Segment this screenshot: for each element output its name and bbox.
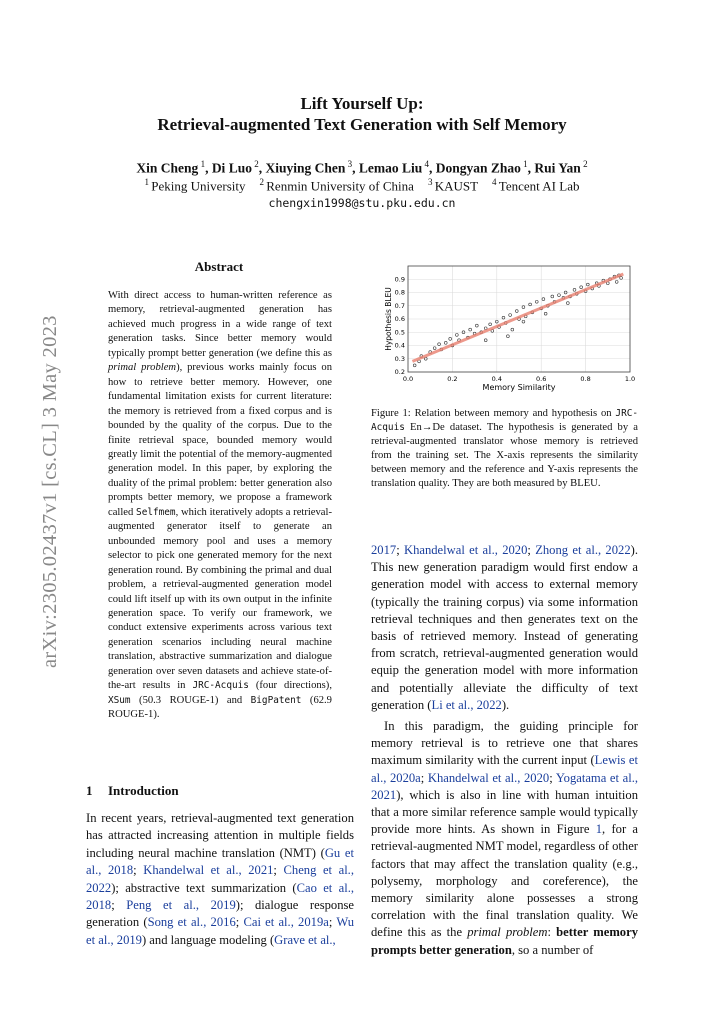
data-point (542, 298, 545, 301)
data-point (558, 294, 561, 297)
affiliation-list (0, 177, 724, 194)
data-point (586, 283, 589, 286)
emphasis-text: primal problem (467, 925, 548, 940)
citation-link[interactable]: Grave et al., (274, 932, 336, 947)
data-point (522, 320, 525, 323)
section-number: 1 (86, 783, 93, 798)
scatter-plot (382, 260, 634, 394)
citation-link[interactable]: Song et al., 2016 (147, 915, 236, 930)
data-point (475, 324, 478, 327)
body-text: In recent years, retrieval-augmented text generation has attracted increasing attention in multiple fields including neural machine translation (NMT) ( (86, 811, 354, 860)
body-text: ; (396, 543, 404, 557)
data-point (620, 277, 623, 280)
data-point (566, 302, 569, 305)
data-point (502, 316, 505, 319)
section-title: Introduction (108, 783, 179, 798)
data-point (489, 323, 492, 326)
body-text: ; (111, 898, 127, 913)
abstract-bigpatent-term: BigPatent (250, 694, 302, 706)
body-text: ; (273, 863, 284, 878)
data-point (444, 341, 447, 344)
abstract-xsum-term: XSum (108, 694, 131, 706)
author-email[interactable]: chengxin1998@stu.pku.edu.cn (268, 196, 456, 210)
data-point (544, 312, 547, 315)
bold-text: better memory prompts better generation (371, 925, 638, 957)
data-point (469, 328, 472, 331)
abstract-primal-term: primal problem (108, 362, 177, 374)
author-affil-mark: 3 (345, 159, 353, 169)
figure-1-caption (371, 407, 638, 492)
body-text: ; (328, 915, 337, 930)
data-point (529, 303, 532, 306)
data-point (509, 314, 512, 317)
x-axis-label: Memory Similarity (482, 383, 556, 392)
x-tick-label: 0.6 (536, 375, 547, 383)
citation-link[interactable]: Cai et al., 2019a (243, 915, 329, 930)
intro-paragraph-right-1 (371, 542, 638, 714)
author-name: Di Luo (211, 160, 252, 176)
author-affil-mark: 1 (520, 159, 528, 169)
citation-link[interactable]: 1 (595, 822, 603, 837)
body-text: ; (420, 770, 428, 785)
abstract-heading: Abstract (194, 259, 244, 274)
data-point (484, 339, 487, 342)
citation-link[interactable]: Gu et al., 2018 (86, 845, 354, 878)
affiliation-name: KAUST (434, 178, 479, 194)
data-point (551, 295, 554, 298)
paper-title (0, 93, 724, 135)
citation-link[interactable]: Khandelwal et al., 2020 (427, 770, 550, 785)
data-point (507, 335, 510, 338)
section-heading (86, 783, 179, 799)
x-tick-label: 0.0 (402, 375, 414, 383)
axis-ticks (395, 275, 636, 383)
y-tick-label: 0.2 (394, 368, 405, 377)
citation-link[interactable]: Peng et al., 2019 (126, 898, 236, 913)
citation-link[interactable]: Cheng et al., 2022 (86, 863, 354, 895)
intro-right-column (371, 542, 638, 959)
x-tick-label: 0.8 (580, 375, 591, 383)
affiliation-name: Renmin University of China (266, 178, 414, 194)
caption-rest: En→De dataset. The hypothesis is generated by a retrieval-augmented translator whose memory is retrieved from the training set. The X-axis represents the similarity between memory and the reference and Y-axis represents the translation quality. They are both measured by BLEU. (371, 422, 638, 490)
data-point (573, 288, 576, 291)
abstract-text: ), previous works mainly focus on how to retrieve better memory. However, one fundamental limitation exists for current literature: the memory is retrieved from a fixed corpus and is bounded by the quality of the corpus. Due to the finite retrieval space, bounded memory would greatly limit the potential of the memory-augmented generation model. In this paper, by exploring the duality of the primal problem: better generation also prompts better memory, we propose a framework called (108, 362, 332, 518)
intro-paragraph-right-2 (371, 718, 638, 959)
body-text: : (547, 925, 557, 940)
abstract-jrc-term: JRC-Acquis (192, 680, 249, 692)
body-text: ; (133, 863, 144, 878)
y-tick-label: 0.7 (394, 301, 405, 310)
author-name: Xin Cheng (136, 160, 199, 176)
arxiv-stamp[interactable]: arXiv:2305.02437v1 [cs.CL] 3 May 2023 (39, 315, 61, 668)
author-affil-mark: 1 (198, 159, 206, 169)
body-text: ); abstractive text summarization ( (111, 880, 297, 895)
author-affil-mark: 4 (422, 159, 429, 169)
data-point (455, 334, 458, 337)
data-point (515, 310, 518, 313)
abstract-selfmem-term: Selfmem (136, 506, 176, 518)
abstract-text: (50.3 ROUGE-1) and (130, 694, 251, 706)
caption-prefix: Figure 1: Relation between memory and hypothesis on (371, 408, 616, 419)
abstract-text: With direct access to human-written reference as memory, retrieval-augmented generation has achieved much progress in a wide range of text generation tasks. Since better memory would typically prompt better generation (we define this as (108, 290, 332, 359)
data-point (438, 343, 441, 346)
affiliation-name: Peking University (151, 178, 246, 194)
data-point (413, 364, 416, 367)
body-text: ). This new generation paradigm would first endow a generation model with access to external memory (typically the training corpus) via some information retrieval techniques and then generates text on the basis of retrieved memory. Instead of generating from scratch, retrieval-augmented generation would equip the generation model with more information and potentially alleviate the difficulty of text generation ( (371, 543, 638, 712)
y-tick-label: 0.5 (394, 328, 405, 337)
figure-1-chart (382, 260, 634, 394)
affiliation-name: Tencent AI Lab (498, 178, 580, 194)
body-text: ), which is also in line with human intuition that a more similar reference sample would typically provide more hints. As shown in Figure (371, 787, 638, 837)
abstract-text: , which iteratively adopts a retrieval-augmented generator itself to generate an unbounded memory pool and uses a memory selector to pick one generated memory for the next generation round. By combining the primal and dual problem, a retrieval-augmented generation model could lift itself up with its own output in the infinite generation space. To verify our framework, we conduct extensive experiments across various text generation scenarios including neural machine translation, abstractive summarization and dialogue generation over seven datasets and achieve state-of-the-art results in (108, 506, 332, 692)
abstract-text: (four directions), (248, 680, 332, 692)
author-affil-mark: 2 (580, 159, 588, 169)
author-name: Xiuying Chen (265, 160, 346, 176)
data-point (511, 328, 514, 331)
author-name: Rui Yan (534, 160, 581, 176)
body-text: ); dialogue response generation ( (86, 898, 354, 930)
citation-link[interactable]: 2017 (371, 543, 397, 557)
body-text: ; (549, 770, 556, 785)
affil-mark: 4 (492, 177, 499, 187)
data-point (580, 286, 583, 289)
author-name: Dongyan Zhao (435, 160, 521, 176)
citation-link[interactable]: Zhong et al., 2022 (535, 543, 631, 557)
citation-link[interactable]: Yogatama et al., 2021 (371, 770, 638, 802)
author-list: Xin Cheng $^1$, Di Luo $^2$, Xiuying Chen $^3$, Lemao Liu $^4$, Dongyan Zhao $^1$, Rui Yan $^2$ (136, 159, 588, 176)
title-line-1: Lift Yourself Up: (300, 94, 424, 113)
body-text: ). (501, 697, 510, 712)
data-point (449, 337, 452, 340)
caption-dataset: JRC-Acquis (371, 408, 638, 434)
citation-link[interactable]: Wu et al., 2019 (86, 915, 355, 947)
body-text: , so a number of (511, 942, 594, 957)
data-point (535, 300, 538, 303)
title-line-2: Retrieval-augmented Text Generation with Self Memory (157, 115, 567, 134)
y-tick-label: 0.3 (394, 354, 405, 363)
body-text: ; (235, 915, 244, 930)
body-text: ) and language modeling ( (141, 932, 275, 947)
citation-link[interactable]: Cao et al., 2018 (86, 880, 354, 913)
data-point (522, 306, 525, 309)
body-text: In this paradigm, the guiding principle for memory retrieval is to retrieve one that shares maximum similarity with the current input ( (371, 719, 638, 768)
citation-link[interactable]: Khandelwal et al., 2020 (403, 543, 528, 557)
trend-line (412, 274, 623, 361)
x-tick-label: 0.4 (491, 375, 502, 383)
y-tick-label: 0.6 (394, 315, 405, 324)
y-tick-label: 0.9 (394, 275, 405, 284)
citation-link[interactable]: Li et al., 2022 (431, 697, 502, 712)
citation-link[interactable]: Lewis et al., 2020a (371, 753, 639, 785)
body-text: , for a retrieval-augmented NMT model, regardless of other factors that may affect the translation quality (e.g., polysemy, morphology and coreference), the memory similarity alone possesses a strong correlation with the final translation quality. We define this as the (371, 822, 638, 940)
body-text: ; (527, 543, 536, 557)
intro-paragraph-left (86, 810, 354, 949)
affil-mark: 2 (259, 177, 267, 187)
author-affil-mark: 2 (251, 159, 259, 169)
y-tick-label: 0.4 (394, 341, 405, 350)
author-name: Lemao Liu (358, 160, 423, 176)
y-tick-label: 0.8 (394, 288, 405, 297)
affil-mark: 3 (427, 177, 435, 187)
y-axis-label: Hypothesis BLEU (384, 287, 393, 351)
affil-mark: 1 (144, 177, 152, 187)
x-tick-label: 0.2 (447, 375, 458, 383)
data-point (615, 281, 618, 284)
citation-link[interactable]: Khandelwal et al., 2021 (143, 863, 274, 878)
x-tick-label: 1.0 (624, 375, 636, 383)
abstract-text: (62.9 ROUGE-1). (108, 694, 332, 721)
data-point (433, 347, 436, 350)
abstract-body (108, 289, 332, 723)
